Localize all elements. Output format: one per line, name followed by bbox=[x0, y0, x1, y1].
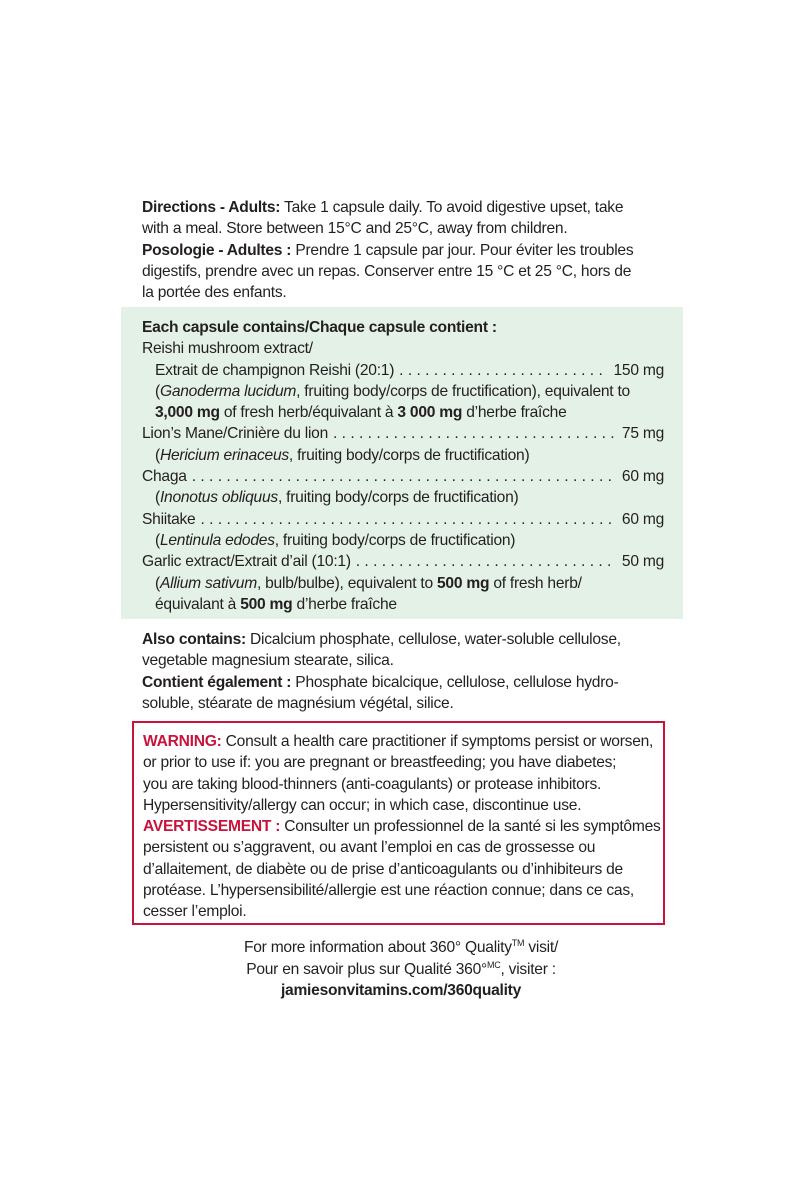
lions-mane-row bbox=[142, 423, 664, 444]
warning-en-line1 bbox=[143, 731, 663, 752]
reishi-desc1: , fruiting body/corps de fructification), equivalent to bbox=[296, 382, 630, 400]
reishi-desc-line1: (Ganoderma lucidum, fruiting body/corps de fructification), equivalent to bbox=[155, 382, 630, 400]
also-contains-section bbox=[142, 629, 667, 714]
garlic-desc2: of fresh herb/ bbox=[489, 574, 582, 592]
chaga-latin: Inonotus obliquus bbox=[159, 489, 278, 507]
warning-en-line2: or prior to use if: you are pregnant or breastfeeding; you have diabetes; bbox=[143, 754, 617, 772]
warning-en-label: WARNING: bbox=[143, 733, 222, 750]
directions-section bbox=[142, 197, 667, 303]
garlic-desc1: , bulb/bulbe), equivalent to bbox=[256, 574, 437, 592]
footer-line1-text: For more information about 360° Quality bbox=[243, 939, 512, 956]
reishi-name: Extrait de champignon Reishi (20:1) bbox=[155, 361, 395, 379]
lions-mane-desc: (Hericium erinaceus, fruiting body/corps de fructification) bbox=[155, 446, 530, 464]
garlic-row bbox=[142, 551, 664, 572]
lions-mane-amount: 75 mg bbox=[621, 425, 664, 443]
also-fr-line2: soluble, stéarate de magnésium végétal, silice. bbox=[142, 694, 454, 712]
ingredients-panel bbox=[121, 307, 683, 619]
footer-url[interactable] bbox=[120, 980, 682, 1002]
garlic-latin: Allium sativum bbox=[159, 574, 257, 592]
warning-en-line3: you are taking blood-thinners (anti-coagulants) or protease inhibitors. bbox=[143, 775, 602, 793]
garlic-desc-line2 bbox=[142, 594, 664, 615]
chaga-amount: 60 mg bbox=[621, 468, 664, 486]
also-en-line1 bbox=[142, 629, 667, 650]
directions-en-line1 bbox=[142, 197, 667, 218]
directions-fr-line3: la portée des enfants. bbox=[142, 284, 287, 302]
leader-dots bbox=[356, 551, 617, 572]
chaga-desc-text: , fruiting body/corps de fructification) bbox=[277, 489, 519, 507]
leader-dots bbox=[200, 509, 616, 530]
reishi-amount: 150 mg bbox=[613, 361, 664, 379]
ingredients-heading bbox=[142, 317, 664, 338]
garlic-amount: 50 mg bbox=[621, 553, 664, 571]
garlic-desc3: équivalant à bbox=[155, 595, 241, 613]
leader-dots bbox=[192, 466, 617, 487]
reishi-desc3: d’herbe fraîche bbox=[462, 404, 567, 422]
also-fr-line1 bbox=[142, 672, 667, 693]
warning-box bbox=[132, 721, 665, 925]
directions-en-label: Directions - Adults: bbox=[142, 199, 281, 216]
shiitake-name: Shiitake bbox=[142, 510, 196, 528]
also-en-line2: vegetable magnesium stearate, silica. bbox=[142, 652, 394, 670]
chaga-row bbox=[142, 466, 664, 487]
footer-line2-visit: , visiter : bbox=[500, 960, 556, 978]
lions-mane-desc-text: , fruiting body/corps de fructification) bbox=[288, 446, 530, 464]
warning-fr-line4: protéase. L’hypersensibilité/allergie est une réaction connue; dans ce cas, bbox=[143, 882, 634, 900]
shiitake-desc: (Lentinula edodes, fruiting body/corps de fructification) bbox=[155, 531, 516, 549]
also-en-text: Dicalcium phosphate, cellulose, water-soluble cellulose, bbox=[245, 631, 621, 648]
garlic-equiv-en: 500 mg bbox=[436, 574, 490, 592]
garlic-name: Garlic extract/Extrait d’ail (10:1) bbox=[142, 553, 351, 571]
also-fr-text: Phosphate bicalcique, cellulose, cellulose hydro- bbox=[291, 673, 619, 691]
reishi-desc-line2 bbox=[142, 402, 664, 423]
warning-en-line4: Hypersensitivity/allergy can occur; in which case, discontinue use. bbox=[143, 796, 582, 814]
warning-fr-line1 bbox=[143, 816, 663, 837]
footer-line1 bbox=[120, 937, 682, 959]
footer-url-text[interactable]: jamiesonvitamins.com/360quality bbox=[280, 982, 522, 999]
shiitake-row bbox=[142, 509, 664, 530]
warning-fr-text1: Consulter un professionnel de la santé si les symptômes bbox=[280, 818, 661, 836]
directions-en-line2: with a meal. Store between 15°C and 25°C, away from children. bbox=[142, 220, 568, 238]
reishi-latin: Ganoderma lucidum bbox=[159, 382, 297, 400]
also-en-label: Also contains: bbox=[142, 631, 246, 648]
reishi-name-line1: Reishi mushroom extract/ bbox=[142, 340, 313, 358]
marque-sup: MC bbox=[487, 959, 501, 970]
also-fr-label: Contient également : bbox=[142, 673, 292, 691]
leader-dots bbox=[333, 423, 617, 444]
warning-fr-line5: cesser l’emploi. bbox=[143, 903, 247, 921]
shiitake-desc-text: , fruiting body/corps de fructification) bbox=[274, 531, 516, 549]
reishi-equiv-en: 3,000 mg bbox=[155, 404, 220, 422]
chaga-desc: (Inonotus obliquus, fruiting body/corps de fructification) bbox=[155, 489, 519, 507]
footer-line1-visit: visit/ bbox=[524, 939, 559, 956]
lions-mane-name: Lion’s Mane/Crinière du lion bbox=[142, 425, 329, 443]
directions-fr-line2: digestifs, prendre avec un repas. Conserver entre 15 °C et 25 °C, hors de bbox=[142, 262, 632, 280]
footer-line2 bbox=[120, 959, 682, 981]
chaga-name: Chaga bbox=[142, 468, 187, 486]
trademark-sup: TM bbox=[511, 938, 525, 948]
leader-dots bbox=[399, 360, 608, 381]
lions-mane-latin: Hericium erinaceus bbox=[159, 446, 289, 464]
shiitake-latin: Lentinula edodes bbox=[159, 531, 275, 549]
reishi-row bbox=[142, 360, 664, 381]
footer-info bbox=[120, 937, 682, 1002]
directions-fr-label: Posologie - Adultes : bbox=[142, 241, 292, 259]
ingredients-heading-text: Each capsule contains/Chaque capsule contient : bbox=[142, 319, 497, 336]
garlic-equiv-fr: 500 mg bbox=[240, 595, 293, 613]
reishi-equiv-fr: 3 000 mg bbox=[397, 404, 463, 422]
shiitake-amount: 60 mg bbox=[621, 510, 664, 528]
warning-fr-line2: persistent ou s’aggravent, ou avant l’emploi en cas de grossesse ou bbox=[143, 839, 596, 857]
warning-fr-line3: d’allaitement, de diabète ou de prise d’anticoagulants ou d’inhibiteurs de bbox=[143, 860, 623, 878]
garlic-desc4: d’herbe fraîche bbox=[292, 595, 397, 613]
directions-fr-line1 bbox=[142, 240, 667, 261]
garlic-desc-line1: (Allium sativum, bulb/bulbe), equivalent to 500 mg of fresh herb/ bbox=[155, 574, 582, 592]
directions-fr-text: Prendre 1 capsule par jour. Pour éviter les troubles bbox=[291, 241, 634, 259]
directions-en-text: Take 1 capsule daily. To avoid digestive upset, take bbox=[280, 199, 624, 216]
reishi-desc2: of fresh herb/équivalant à bbox=[219, 404, 398, 422]
warning-fr-label: AVERTISSEMENT : bbox=[143, 818, 281, 836]
warning-en-text1: Consult a health care practitioner if symptoms persist or worsen, bbox=[221, 733, 654, 750]
footer-line2-text: Pour en savoir plus sur Qualité 360° bbox=[246, 960, 487, 978]
